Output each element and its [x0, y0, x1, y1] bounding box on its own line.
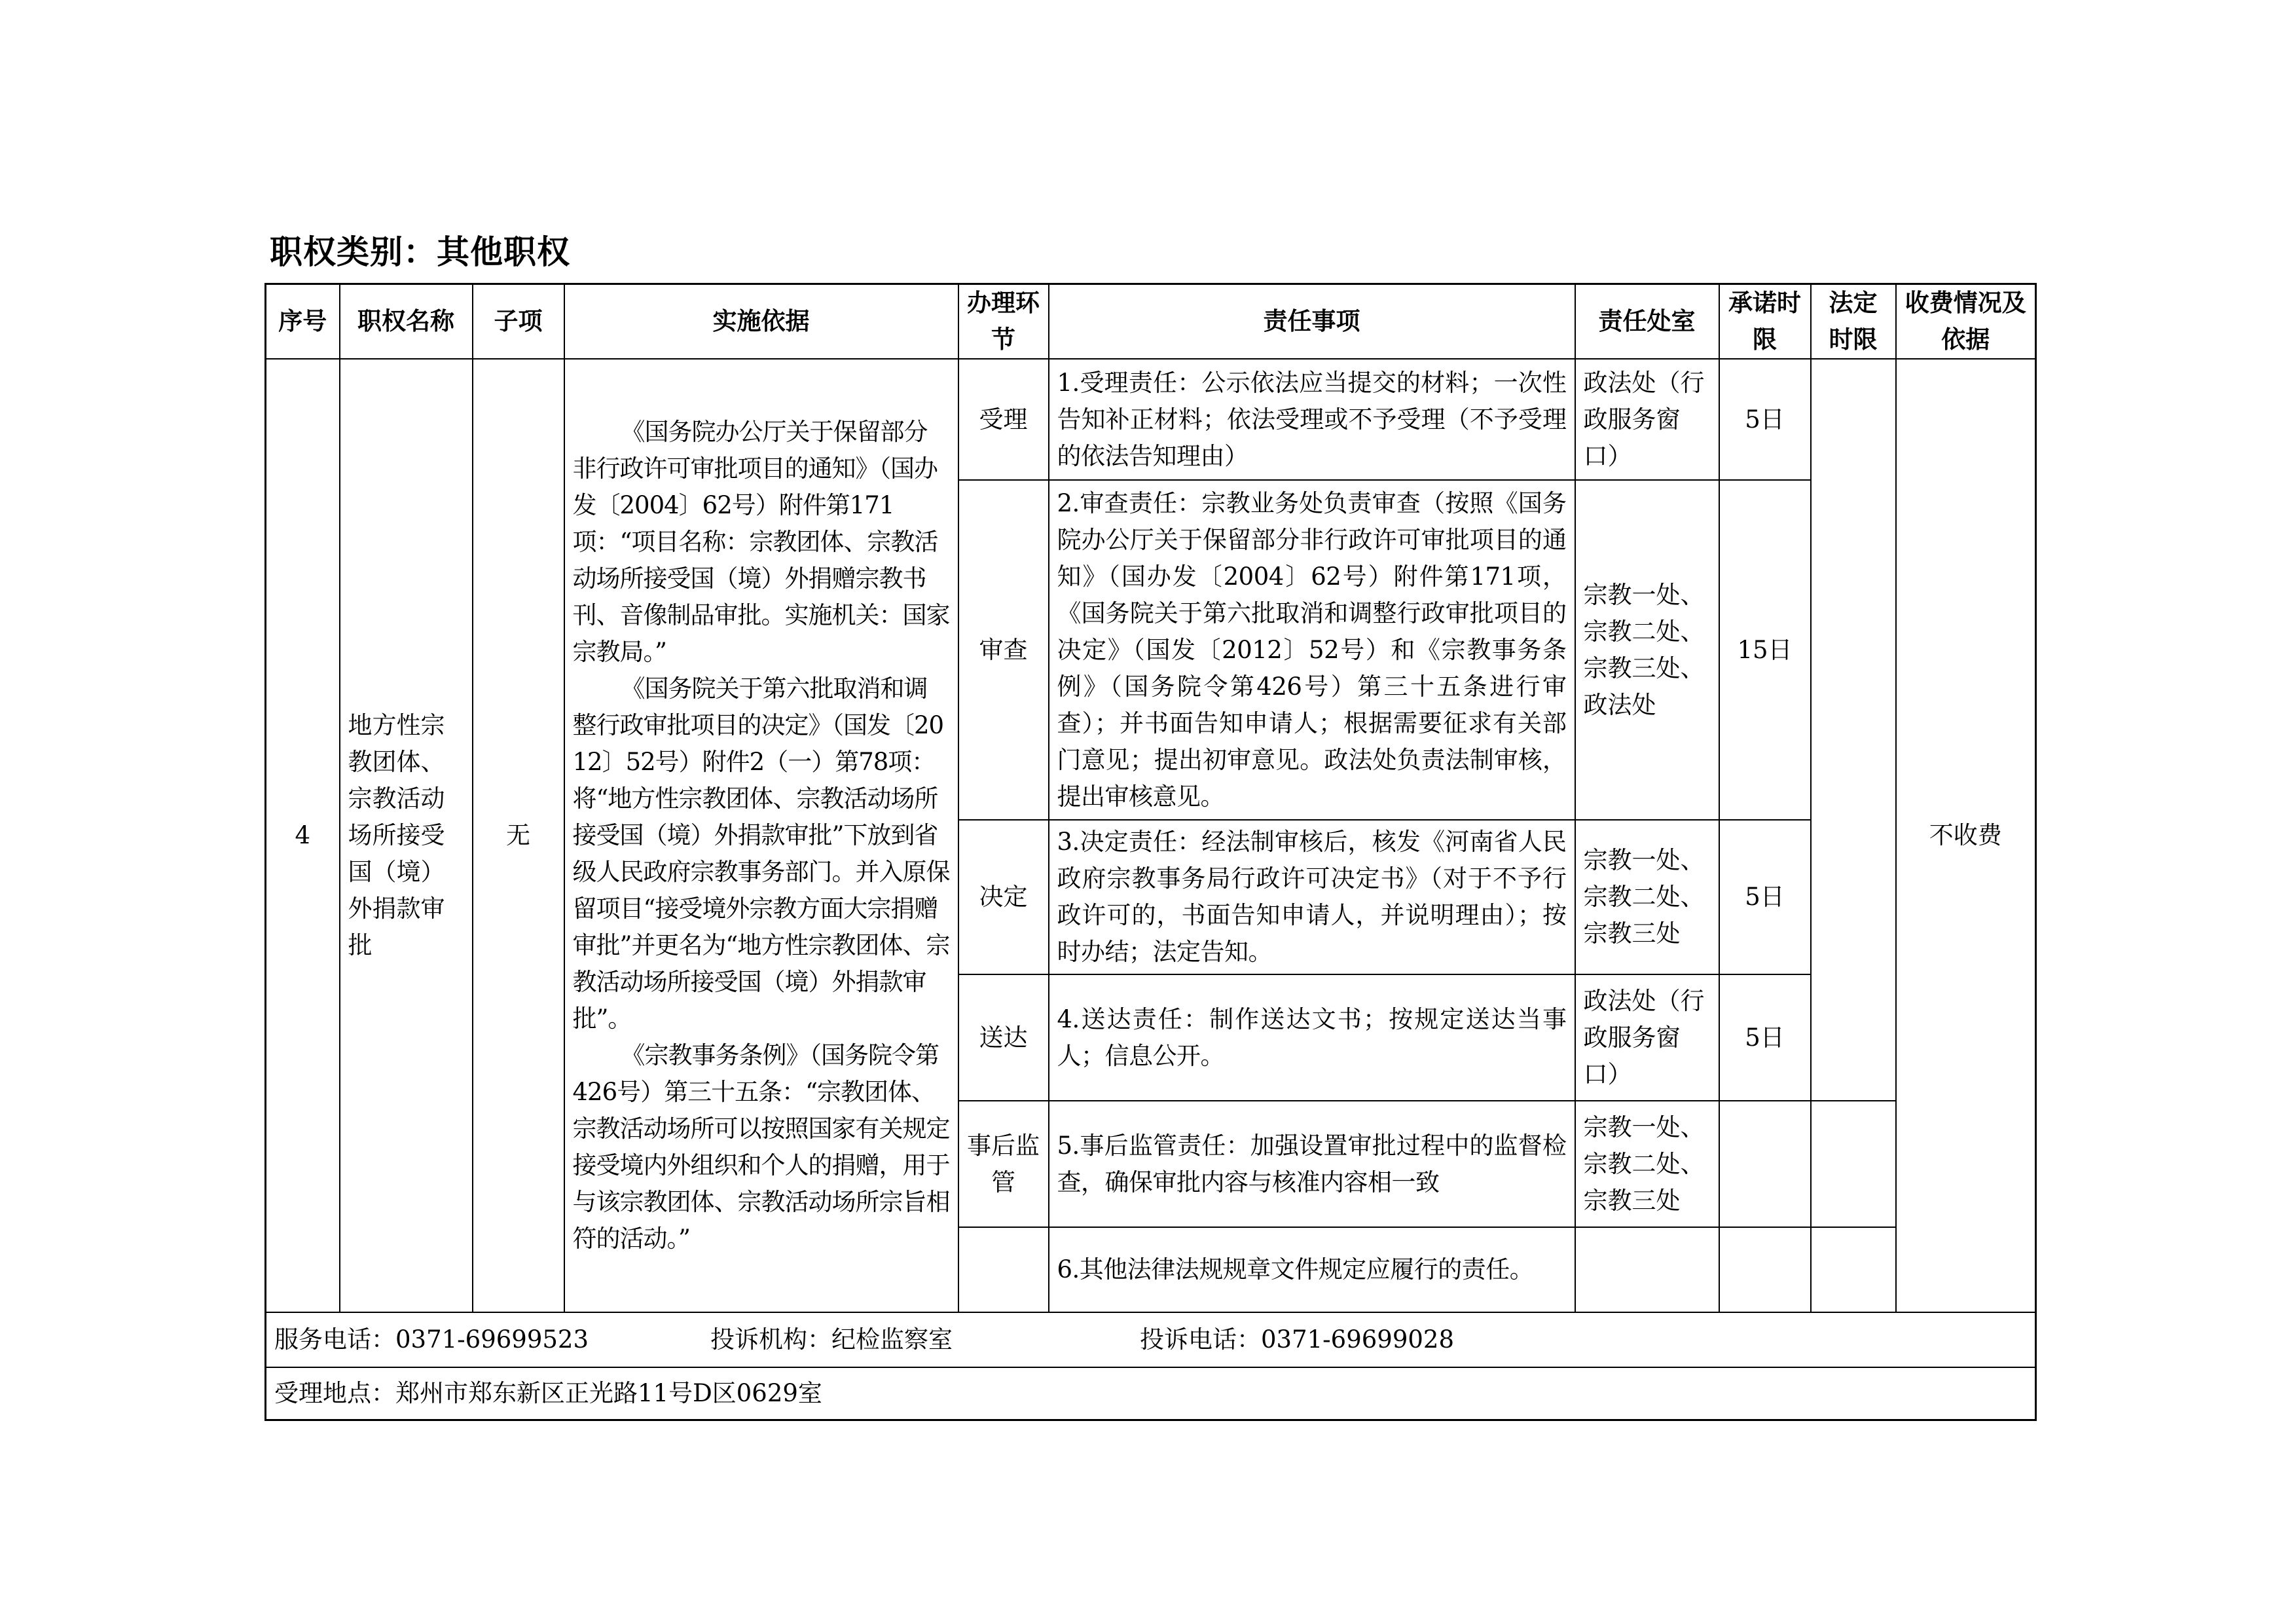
header-dept: 责任处室 — [1575, 284, 1719, 360]
duty-other: 6.其他法律法规规章文件规定应履行的责任。 — [1049, 1227, 1575, 1312]
header-basis: 实施依据 — [564, 284, 958, 360]
legal-other — [1811, 1227, 1896, 1312]
authority-table — [264, 283, 2037, 1421]
row-authority-name: 地方性宗教团体、宗教活动场所接受国（境）外捐款审批 — [340, 359, 473, 1312]
dept-deliver: 政法处（行政服务窗口） — [1575, 974, 1719, 1101]
header-stage: 办理环节 — [958, 284, 1049, 360]
duty-supervise: 5.事后监管责任：加强设置审批过程中的监督检查，确保审批内容与核准内容相一致 — [1049, 1101, 1575, 1227]
promise-supervise — [1719, 1101, 1811, 1227]
header-name: 职权名称 — [340, 284, 473, 360]
header-fee: 收费情况及依据 — [1896, 284, 2036, 360]
legal-supervise — [1811, 1101, 1896, 1227]
stage-supervise: 事后监管 — [958, 1101, 1049, 1227]
promise-other — [1719, 1227, 1811, 1312]
dept-accept: 政法处（行政服务窗口） — [1575, 359, 1719, 480]
header-duty: 责任事项 — [1049, 284, 1575, 360]
promise-deliver: 5日 — [1719, 974, 1811, 1101]
contact-row — [266, 1312, 2036, 1367]
basis-paragraph: 《宗教事务条例》（国务院令第426号）第三十五条：“宗教团体、宗教活动场所可以按照国家有关规定接受境内外组织和个人的捐赠，用于与该宗教团体、宗教活动场所宗旨相符的活动。” — [572, 1041, 950, 1253]
row-seq: 4 — [266, 359, 340, 1312]
duty-accept: 1.受理责任：公示依法应当提交的材料；一次性告知补正材料；依法受理或不予受理（不予受理的依法告知理由） — [1049, 359, 1575, 480]
promise-review: 15日 — [1719, 480, 1811, 820]
dept-supervise: 宗教一处、宗教二处、宗教三处 — [1575, 1101, 1719, 1227]
header-row — [266, 284, 2036, 360]
stage-decide: 决定 — [958, 820, 1049, 974]
dept-decide: 宗教一处、宗教二处、宗教三处 — [1575, 820, 1719, 974]
header-promise: 承诺时限 — [1719, 284, 1811, 360]
complaint-org: 投诉机构：纪检监察室 — [710, 1325, 953, 1354]
duty-deliver: 4.送达责任：制作送达文书；按规定送达当事人；信息公开。 — [1049, 974, 1575, 1101]
row-fee: 不收费 — [1896, 359, 2036, 1312]
header-sub: 子项 — [473, 284, 564, 360]
header-legal: 法定时限 — [1811, 284, 1896, 360]
stage-deliver: 送达 — [958, 974, 1049, 1101]
basis-paragraph: 《国务院办公厅关于保留部分非行政许可审批项目的通知》（国办发〔2004〕62号）附件第171项：“项目名称：宗教团体、宗教活动场所接受国（境）外捐赠宗教书刊、音像制品审批。实施机关：国家宗教局。” — [572, 418, 950, 666]
address-row — [266, 1367, 2036, 1420]
stage-accept: 受理 — [958, 359, 1049, 480]
row-subitem: 无 — [473, 359, 564, 1312]
complaint-phone: 投诉电话：0371-69699028 — [1140, 1325, 1454, 1354]
address: 受理地点：郑州市郑东新区正光路11号D区0629室 — [266, 1367, 2036, 1420]
basis-paragraph: 《国务院关于第六批取消和调整行政审批项目的决定》（国发〔2012〕52号）附件2（一）第78项：将“地方性宗教团体、宗教活动场所接受国（境）外捐款审批”下放到省级人民政府宗教事务部门。并入原保留项目“接受境外宗教方面大宗捐赠审批”并更名为“地方性宗教团体、宗教活动场所接受国（境）外捐款审批”。 — [572, 674, 950, 1033]
stage-other — [958, 1227, 1049, 1312]
table-row — [266, 359, 2036, 480]
stage-review: 审查 — [958, 480, 1049, 820]
contact-info — [266, 1312, 2036, 1367]
legal-limit — [1811, 359, 1896, 1101]
promise-decide: 5日 — [1719, 820, 1811, 974]
dept-review: 宗教一处、宗教二处、宗教三处、政法处 — [1575, 480, 1719, 820]
header-seq: 序号 — [266, 284, 340, 360]
duty-decide: 3.决定责任：经法制审核后，核发《河南省人民政府宗教事务局行政许可决定书》（对于不予行政许可的，书面告知申请人，并说明理由）；按时办结；法定告知。 — [1049, 820, 1575, 974]
dept-other — [1575, 1227, 1719, 1312]
service-phone: 服务电话：0371-69699523 — [274, 1325, 589, 1354]
duty-review: 2.审查责任：宗教业务处负责审查（按照《国务院办公厅关于保留部分非行政许可审批项目的通知》（国办发〔2004〕62号）附件第171项，《国务院关于第六批取消和调整行政审批项目的决定》（国发〔2012〕52号）和《宗教事务条例》（国务院令第426号）第三十五条进行审查）；并书面告知申请人；根据需要征求有关部门意见；提出初审意见。政法处负责法制审核，提出审核意见。 — [1049, 480, 1575, 820]
row-basis — [564, 359, 958, 1312]
promise-accept: 5日 — [1719, 359, 1811, 480]
page-title: 职权类别：其他职权 — [270, 233, 570, 271]
